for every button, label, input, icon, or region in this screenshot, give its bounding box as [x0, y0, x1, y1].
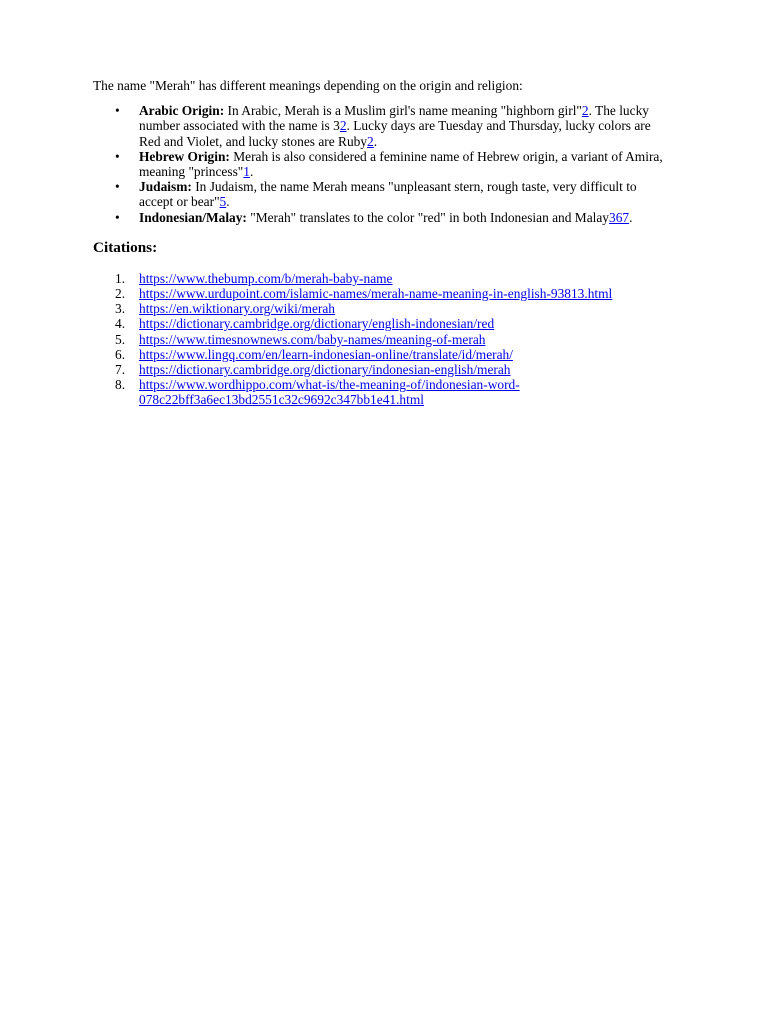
citation-number: 4. — [115, 316, 126, 332]
meaning-item-arabic — [115, 103, 673, 149]
meaning-text: In Arabic, Merah is a Muslim girl's name meaning "highborn girl" — [224, 103, 582, 119]
meaning-label: Hebrew Origin: — [139, 148, 230, 164]
meanings-list — [93, 103, 673, 225]
meaning-item-judaism — [115, 179, 673, 210]
meaning-text: . — [249, 164, 254, 180]
citation-item — [115, 301, 673, 317]
citation-link[interactable]: https://www.thebump.com/b/merah-baby-name — [139, 270, 393, 286]
citation-number: 1. — [115, 270, 126, 286]
bullet-marker: • — [115, 103, 120, 119]
meaning-text: . — [373, 133, 378, 149]
meaning-label: Judaism: — [139, 179, 192, 195]
citation-number: 3. — [115, 301, 126, 317]
citation-number: 8. — [115, 377, 126, 393]
citation-number: 5. — [115, 331, 126, 347]
meaning-text: In Judaism, the name Merah means "unpleasant stern, rough taste, very difficult to accept or bear" — [139, 179, 637, 210]
citation-number: 7. — [115, 362, 126, 378]
citation-number: 2. — [115, 286, 126, 302]
citation-ref-link[interactable]: 2 — [581, 103, 589, 119]
citation-link[interactable]: https://www.wordhippo.com/what-is/the-meaning-of/indonesian-word-078c22bff3a6ec13bd2551c32c9692c347bb1e41.html — [139, 377, 520, 408]
meaning-text: "Merah" translates to the color "red" in both Indonesian and Malay — [246, 209, 609, 225]
citation-link[interactable]: https://www.lingq.com/en/learn-indonesian-online/translate/id/merah/ — [139, 346, 513, 362]
meaning-text: . — [629, 209, 633, 225]
bullet-marker: • — [115, 148, 120, 164]
meaning-text: Merah is also considered a feminine name of Hebrew origin, a variant of Amira, meaning "princess" — [139, 148, 663, 180]
meaning-text: . The lucky number associated with the name is 3 — [139, 103, 649, 134]
citation-item — [115, 331, 673, 347]
citations-heading: Citations: — [93, 238, 158, 256]
citation-item — [115, 362, 673, 378]
document-page — [93, 78, 673, 408]
bullet-marker: • — [115, 209, 120, 225]
citation-ref-link[interactable]: 5 — [219, 194, 227, 210]
citations-list — [93, 271, 673, 408]
meaning-text: . Lucky days are Tuesday and Thursday, lucky colors are Red and Violet, and lucky stones are Ruby — [139, 118, 651, 149]
citation-ref-link[interactable]: 367 — [609, 209, 630, 225]
meaning-label: Indonesian/Malay: — [139, 209, 247, 225]
meaning-item-indonesian-malay — [115, 209, 673, 225]
citation-item — [115, 346, 673, 362]
meaning-text: . — [226, 194, 230, 210]
citation-item — [115, 316, 673, 332]
intro-paragraph: The name "Merah" has different meanings depending on the origin and religion: — [93, 78, 523, 93]
citation-link[interactable]: https://dictionary.cambridge.org/dictionary/indonesian-english/merah — [139, 362, 511, 378]
meaning-label: Arabic Origin: — [139, 103, 225, 119]
citation-ref-link[interactable]: 2 — [339, 118, 347, 134]
citation-link[interactable]: https://www.timesnownews.com/baby-names/meaning-of-merah — [139, 331, 486, 347]
citation-ref-link[interactable]: 1 — [243, 164, 250, 180]
citation-link[interactable]: https://www.urdupoint.com/islamic-names/merah-name-meaning-in-english-93813.html — [139, 286, 613, 302]
citation-number: 6. — [115, 346, 126, 362]
citation-item — [115, 377, 673, 408]
citation-link[interactable]: https://en.wiktionary.org/wiki/merah — [139, 301, 335, 317]
citation-link[interactable]: https://dictionary.cambridge.org/dictionary/english-indonesian/red — [139, 316, 495, 332]
citation-ref-link[interactable]: 2 — [367, 133, 374, 149]
bullet-marker: • — [115, 179, 120, 195]
citation-item — [115, 286, 673, 302]
meaning-item-hebrew — [115, 148, 673, 180]
citation-item — [115, 270, 673, 286]
